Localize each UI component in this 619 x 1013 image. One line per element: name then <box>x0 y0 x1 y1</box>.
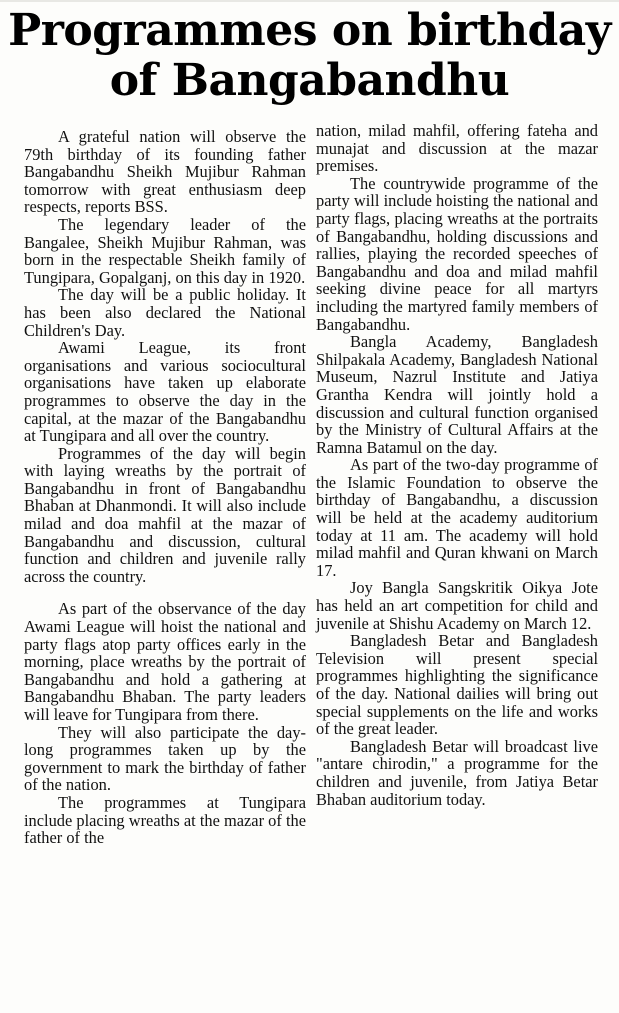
paragraph: The countrywide programme of the party will include hoisting the national and party flags, placing wreaths at the portraits of Bangabandhu, holding discussions and rallies, playing the recorded speeches of Bangabandhu and doa and milad mahfil seeking divine peace for all martyrs including the martyred family members of Bangabandhu. <box>316 173 598 334</box>
paragraph: Awami League, its front organisations and various sociocultural organisations have taken up elaborate programmes to observe the day in the capital, at the mazar of the Bangabandhu at Tungipara and all over the country. <box>24 338 306 446</box>
paragraph: As part of the observance of the day Awami League will hoist the national and party flags atop party offices early in the morning, place wreaths by the portrait of Bangabandhu and hold a gathering at Bangabandhu Bhaban. The party leaders will leave for Tungipara from there. <box>24 599 306 724</box>
paragraph: Bangladesh Betar and Bangladesh Television will present special programmes highlighting the significance of the day. National dailies will bring out special supplements on the life and works of the great leader. <box>316 631 598 739</box>
top-edge <box>0 0 619 2</box>
paragraph: Joy Bangla Sangskritik Oikya Jote has held an art competition for child and juvenile at Shishu Academy on March 12. <box>316 578 598 633</box>
left-column <box>24 128 306 847</box>
paragraph: The day will be a public holiday. It has been also declared the National Children's Day. <box>24 285 306 340</box>
article-headline <box>8 6 611 106</box>
paragraph-continued: nation, milad mahfil, offering fateha and munajat and discussion at the mazar premises. <box>316 121 598 176</box>
paragraph: As part of the two-day programme of the Islamic Foundation to observe the birthday of Bangabandhu, a discussion will be held at the academy auditorium today at 11 am. The academy will hold milad mahfil and Quran khwani on March 17. <box>316 455 598 580</box>
headline-line-2: of Bangabandhu <box>109 55 510 106</box>
paragraph: The programmes at Tungipara include placing wreaths at the mazar of the father of the <box>24 792 306 848</box>
right-column <box>316 122 598 808</box>
paragraph: They will also participate the day-long programmes taken up by the government to mark the birthday of father of the nation. <box>24 722 306 795</box>
paragraph: Bangladesh Betar will broadcast live "antare chirodin," a programme for the children and juvenile, from Jatiya Betar Bhaban auditorium today. <box>316 736 598 809</box>
paragraph: A grateful nation will observe the 79th birthday of its founding father Bangabandhu Sheikh Mujibur Rahman tomorrow with great enthusiasm deep respects, reports BSS. <box>24 127 306 217</box>
paragraph: The legendary leader of the Bangalee, Sheikh Mujibur Rahman, was born in the respectable Sheikh family of Tungipara, Gopalganj, on this day in 1920. <box>24 214 306 287</box>
headline-line-1: Programmes on birthday <box>8 5 611 56</box>
paragraph: Bangla Academy, Bangladesh Shilpakala Academy, Bangladesh National Museum, Nazrul Institute and Jatiya Grantha Kendra will jointly hold a discussion and cultural function organised by the Ministry of Cultural Affairs at the Ramna Batamul on the day. <box>316 332 598 457</box>
paragraph: Programmes of the day will begin with laying wreaths by the portrait of Bangabandhu in front of Bangabandhu Bhaban at Dhanmondi. It will also include milad and doa mahfil at the mazar of Bangabandhu and discussion, cultural function and children and juvenile rally across the country. <box>24 443 306 586</box>
